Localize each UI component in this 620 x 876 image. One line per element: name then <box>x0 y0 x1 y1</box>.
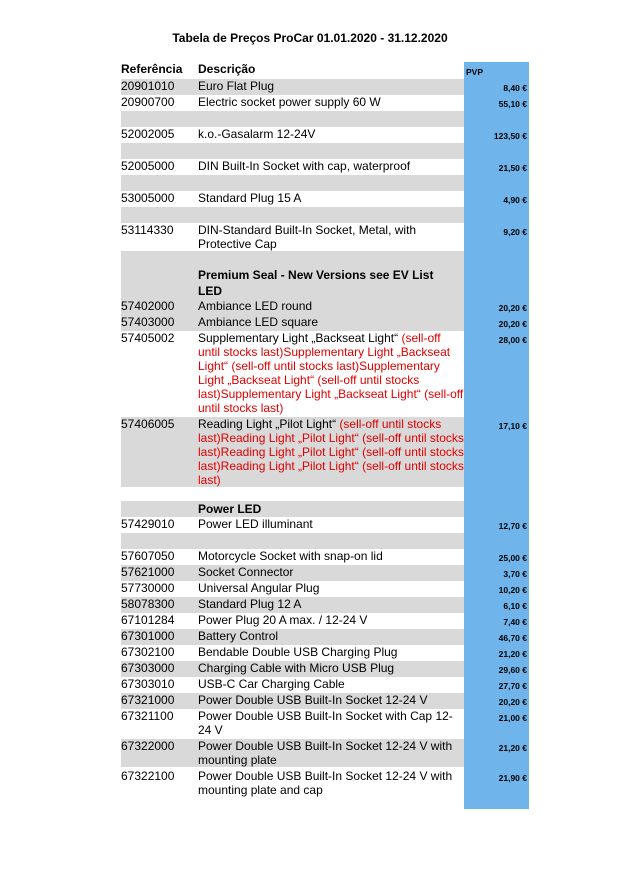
column-header-price: PVP <box>466 67 484 77</box>
section-row <box>121 267 529 283</box>
row-price: 9,20 € <box>503 227 527 237</box>
table-row <box>121 629 529 645</box>
row-description: Ambiance LED square <box>198 315 464 331</box>
row-price: 21,50 € <box>498 163 527 173</box>
row-description: DIN Built-In Socket with cap, waterproof <box>198 159 411 173</box>
row-description: Motorcycle Socket with snap-on lid <box>198 549 383 563</box>
row-description: Standard Plug 12 A <box>198 597 464 613</box>
row-price: 10,20 € <box>498 585 527 595</box>
page-title: Tabela de Preços ProCar 01.01.2020 - 31.12.2020 <box>172 31 448 45</box>
row-reference: 67321000 <box>121 693 198 709</box>
description-sell-off-note: (sell-off until stocks last)Supplementary Light „Backseat Light“ (sell-off until stocks last)Supplementary Light „Backseat Light“ (sell-off until stocks last)Supplementary Light „Backseat Light“ (sell-off until stocks last) <box>198 331 464 415</box>
row-price: 20,20 € <box>498 319 527 329</box>
table-row <box>121 709 529 737</box>
table-row <box>121 223 529 251</box>
row-price: 55,10 € <box>498 99 527 109</box>
row-description: Universal Angular Plug <box>198 581 320 595</box>
row-reference: 67303000 <box>121 661 198 677</box>
row-reference: 57402000 <box>121 299 198 315</box>
row-description <box>198 417 464 487</box>
row-description: Electric socket power supply 60 W <box>198 95 381 109</box>
row-price: 27,70 € <box>498 681 527 691</box>
row-price: 46,70 € <box>498 633 527 643</box>
column-header-description: Descrição <box>198 62 256 76</box>
table-row <box>121 127 529 143</box>
row-price: 17,10 € <box>498 421 527 431</box>
row-description: USB-C Car Charging Cable <box>198 677 345 691</box>
description-sell-off-note: (sell-off until stocks last)Reading Light „Pilot Light“ (sell-off until stocks last)Reading Light „Pilot Light“ (sell-off until stocks last)Reading Light „Pilot Light“ (sell-off until stocks last) <box>198 417 464 487</box>
row-description: Battery Control <box>198 629 464 645</box>
row-reference: 67322100 <box>121 769 175 783</box>
row-reference: 67303010 <box>121 677 175 691</box>
table-row <box>121 517 529 533</box>
table-row <box>121 677 529 693</box>
table-row <box>121 597 529 613</box>
table-row <box>121 417 529 487</box>
table-row <box>121 581 529 597</box>
table-row <box>121 331 529 415</box>
spacer-row <box>121 175 529 191</box>
row-price: 20,20 € <box>498 697 527 707</box>
spacer-row <box>121 143 529 159</box>
row-description: Bendable Double USB Charging Plug <box>198 645 398 659</box>
row-reference: 57621000 <box>121 565 198 581</box>
table-row <box>121 79 529 95</box>
row-reference: 67321100 <box>121 709 174 723</box>
section-title: LED <box>198 283 464 299</box>
row-description: Power Double USB Built-In Socket with Cap 12-24 V <box>198 709 453 737</box>
row-price: 21,00 € <box>498 713 527 723</box>
table-row <box>121 299 529 315</box>
row-price: 3,70 € <box>503 569 527 579</box>
row-reference: 57429010 <box>121 517 175 531</box>
table-row <box>121 693 529 709</box>
row-description: Standard Plug 15 A <box>198 191 302 205</box>
row-reference: 52002005 <box>121 127 175 141</box>
row-price: 6,10 € <box>503 601 527 611</box>
row-description: k.o.-Gasalarm 12-24V <box>198 127 316 141</box>
row-description: Power Plug 20 A max. / 12-24 V <box>198 613 368 627</box>
row-price: 7,40 € <box>503 617 527 627</box>
row-price: 20,20 € <box>498 303 527 313</box>
row-description: Power Double USB Built-In Socket 12-24 V <box>198 693 464 709</box>
row-description: Socket Connector <box>198 565 464 581</box>
section-title: Power LED <box>198 501 464 517</box>
row-reference: 52005000 <box>121 159 175 173</box>
spacer-row <box>121 251 529 267</box>
row-price: 28,00 € <box>498 335 527 345</box>
spacer-row <box>121 111 529 127</box>
table-row <box>121 613 529 629</box>
description-text: Reading Light „Pilot Light“ <box>198 417 340 431</box>
description-text: Supplementary Light „Backseat Light“ <box>198 331 402 345</box>
row-reference: 57405002 <box>121 331 175 345</box>
table-header <box>121 62 529 79</box>
spacer-row <box>121 207 529 223</box>
row-reference: 67322000 <box>121 739 198 767</box>
row-price: 29,60 € <box>498 665 527 675</box>
column-header-reference: Referência <box>121 62 183 76</box>
table-row <box>121 645 529 661</box>
price-table <box>121 62 529 797</box>
row-reference: 67302100 <box>121 645 175 659</box>
section-row <box>121 283 529 299</box>
row-reference: 57403000 <box>121 315 198 331</box>
table-row <box>121 95 529 111</box>
row-price: 123,50 € <box>493 131 527 141</box>
row-reference: 57730000 <box>121 581 175 595</box>
row-reference: 53005000 <box>121 191 175 205</box>
spacer-row <box>121 533 529 549</box>
row-reference: 67301000 <box>121 629 198 645</box>
row-price: 21,20 € <box>498 649 527 659</box>
row-price: 8,40 € <box>503 83 527 93</box>
row-description: DIN-Standard Built-In Socket, Metal, with Protective Cap <box>198 223 417 251</box>
row-description: Power LED illuminant <box>198 517 313 531</box>
row-description <box>198 331 464 415</box>
section-row <box>121 501 529 517</box>
table-row <box>121 191 529 207</box>
table-row <box>121 739 529 767</box>
row-description: Charging Cable with Micro USB Plug <box>198 661 464 677</box>
row-reference: 53114330 <box>121 223 174 237</box>
table-row <box>121 549 529 565</box>
row-price: 25,00 € <box>498 553 527 563</box>
table-row <box>121 315 529 331</box>
row-price: 12,70 € <box>498 521 527 531</box>
row-reference: 57607050 <box>121 549 175 563</box>
spacer-row <box>121 487 529 501</box>
row-reference: 57406005 <box>121 417 198 487</box>
table-row <box>121 661 529 677</box>
row-reference: 58078300 <box>121 597 198 613</box>
section-title: Premium Seal - New Versions see EV List <box>198 267 464 283</box>
row-reference: 67101284 <box>121 613 175 627</box>
table-row <box>121 769 529 797</box>
row-reference: 20900700 <box>121 95 175 109</box>
row-price: 21,90 € <box>498 773 527 783</box>
row-price: 4,90 € <box>503 195 527 205</box>
table-row <box>121 565 529 581</box>
row-reference: 20901010 <box>121 79 198 95</box>
row-price: 21,20 € <box>498 743 527 753</box>
row-description: Euro Flat Plug <box>198 79 464 95</box>
row-description: Ambiance LED round <box>198 299 464 315</box>
row-description: Power Double USB Built-In Socket 12-24 V with mounting plate <box>198 739 464 767</box>
table-row <box>121 159 529 175</box>
row-description: Power Double USB Built-In Socket 12-24 V with mounting plate and cap <box>198 769 453 797</box>
